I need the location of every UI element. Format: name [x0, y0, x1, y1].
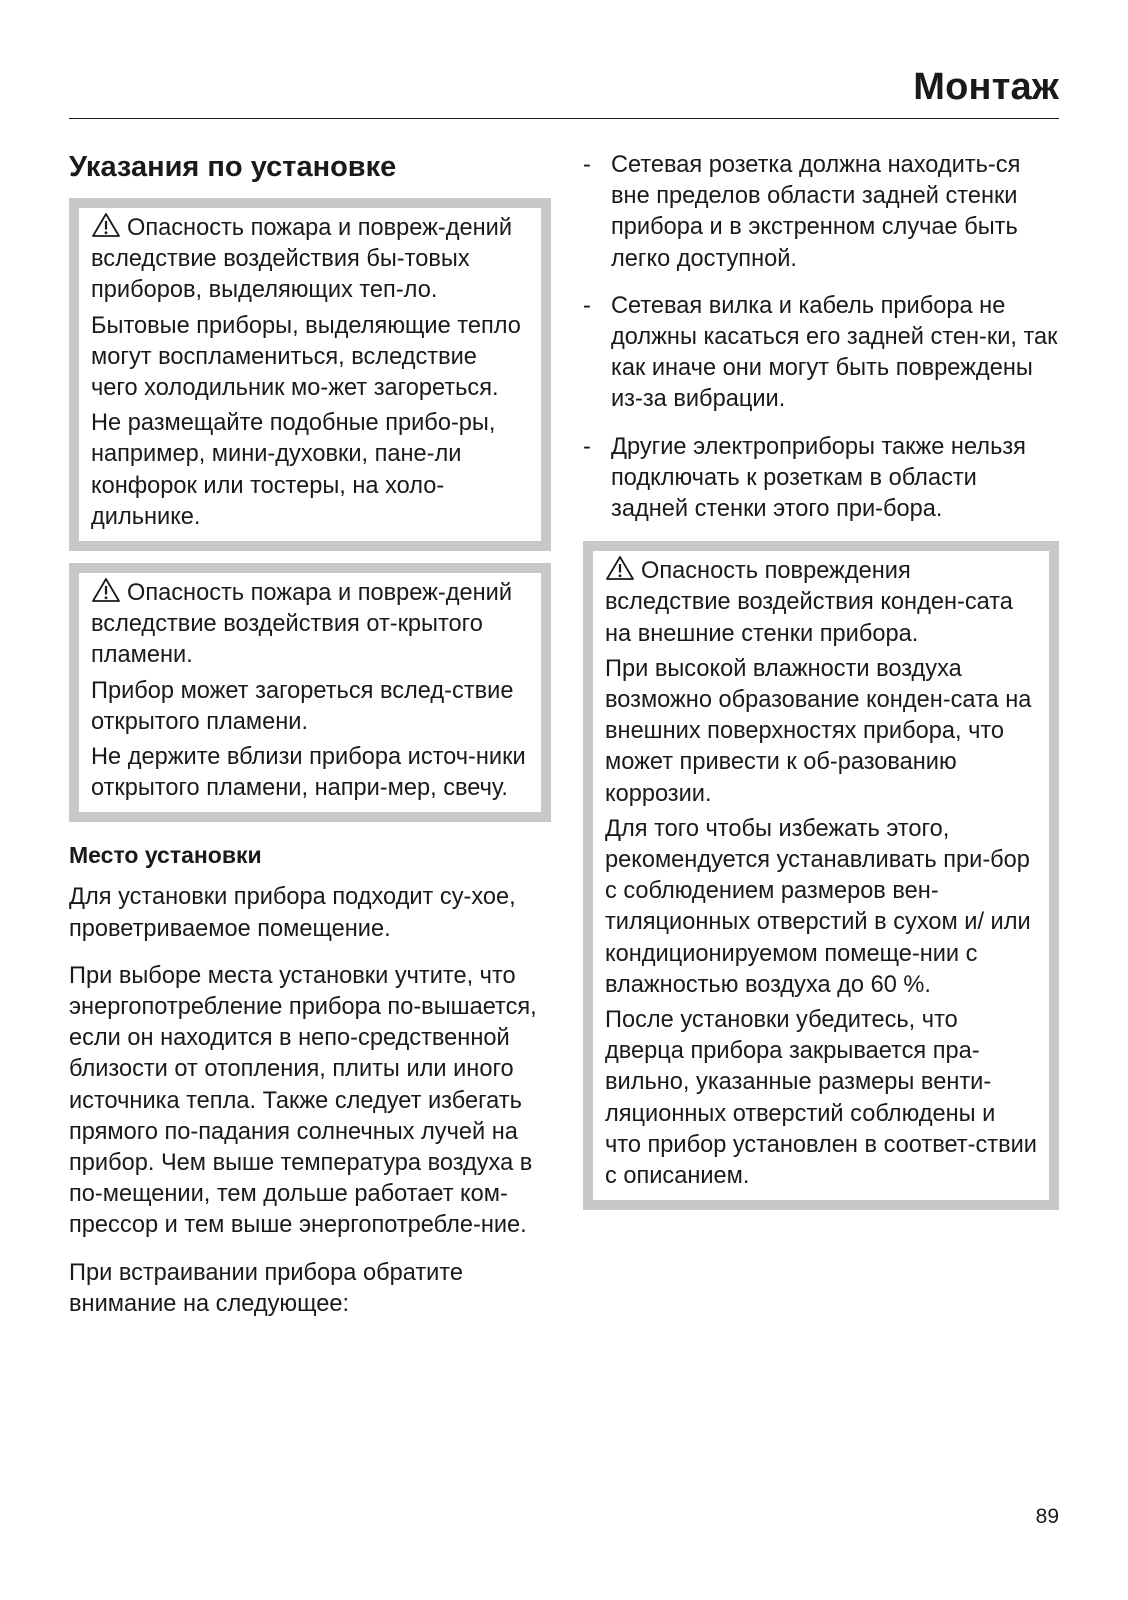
- page-header: [69, 62, 1059, 119]
- body-paragraph: При встраивании прибора обратите внимание на следующее:: [69, 1259, 463, 1317]
- warning-paragraph: Бытовые приборы, выделяющие тепло могут воспламениться, вследствие чего холодильник мо-жет загореться.: [91, 312, 521, 402]
- warning-paragraph: Прибор может загореться вслед-ствие открытого пламени.: [91, 677, 514, 735]
- warning-paragraph: При высокой влажности воздуха возможно образование конден-сата на внешних поверхностях прибора, что может привести к об-разованию коррозии.: [605, 655, 1032, 807]
- list-item-text: Сетевая розетка должна находить-ся вне пределов области задней стенки прибора и в экстренном случае быть легко доступной.: [611, 152, 1021, 272]
- bullet-marker: -: [583, 152, 591, 178]
- warning-box-fire-appliances: [69, 198, 551, 551]
- warning-heading: Опасность повреждения вследствие воздействия конден-сата на внешние стенки прибора.: [605, 558, 1013, 647]
- bullet-marker: -: [583, 292, 591, 319]
- bullet-list: [583, 150, 1059, 525]
- left-column: [69, 150, 551, 1336]
- section-title: Указания по установке: [69, 151, 397, 183]
- body-paragraph: Для установки прибора подходит су-хое, проветриваемое помещение.: [69, 884, 516, 942]
- list-item-text: Сетевая вилка и кабель прибора не должны касаться его задней стен-ки, так как иначе они могут быть повреждены из-за вибрации.: [611, 292, 1058, 413]
- warning-box-condensation: [583, 541, 1059, 1210]
- warning-paragraph: [605, 555, 1037, 650]
- right-column: [583, 150, 1059, 1222]
- list-item-text: Другие электроприборы также нельзя подключать к розеткам в области задней стенки этого при-бора.: [611, 433, 1026, 523]
- subsection-title: Место установки: [69, 842, 262, 869]
- warning-triangle-icon: [91, 577, 121, 603]
- warning-paragraph: После установки убедитесь, что дверца прибора закрывается пра-вильно, указанные размеры венти-ляционных отверстий соблюдены и что прибор установлен в соответ-ствии с описанием.: [605, 1007, 1037, 1190]
- bullet-marker: -: [583, 433, 591, 460]
- warning-paragraph: Не размещайте подобные прибо-ры, например, мини-духовки, пане-ли конфорок или тостеры, на холо-дильнике.: [91, 410, 496, 530]
- warning-heading: Опасность пожара и повреж-дений вследствие воздействия от-крытого пламени.: [91, 580, 513, 669]
- page-number: 89: [1035, 1505, 1059, 1528]
- warning-paragraph: [91, 577, 529, 672]
- warning-box-open-flame: [69, 563, 551, 822]
- page-title: Монтаж: [913, 66, 1059, 108]
- list-item: [583, 432, 1059, 526]
- warning-paragraph: Для того чтобы избежать этого, рекомендуется устанавливать при-бор с соблюдением размеров вен-тиляционных отверстий в сухом и/ или кондиционируемом помеще-нии с влажностью воздуха до 60 %.: [605, 815, 1031, 998]
- list-item: [583, 291, 1059, 416]
- warning-paragraph: [91, 212, 529, 307]
- warning-paragraph: Не держите вблизи прибора источ-ники открытого пламени, напри-мер, свечу.: [91, 744, 526, 802]
- warning-triangle-icon: [91, 212, 121, 238]
- list-item: [583, 150, 1059, 275]
- body-paragraph: При выборе места установки учтите, что энергопотребление прибора по-вышается, если он находится в непо-средственной близости от отопления, плиты или иного источника тепла. Также следует избегать прямого по-падания солнечных лучей на прибор. Чем выше температура воздуха в по-мещении, тем дольше работает ком-прессор и тем выше энергопотребле-ние.: [69, 962, 537, 1239]
- warning-triangle-icon: [605, 555, 635, 581]
- warning-heading: Опасность пожара и повреж-дений вследствие воздействия бы-товых приборов, выделяющих теп-ло.: [91, 215, 513, 304]
